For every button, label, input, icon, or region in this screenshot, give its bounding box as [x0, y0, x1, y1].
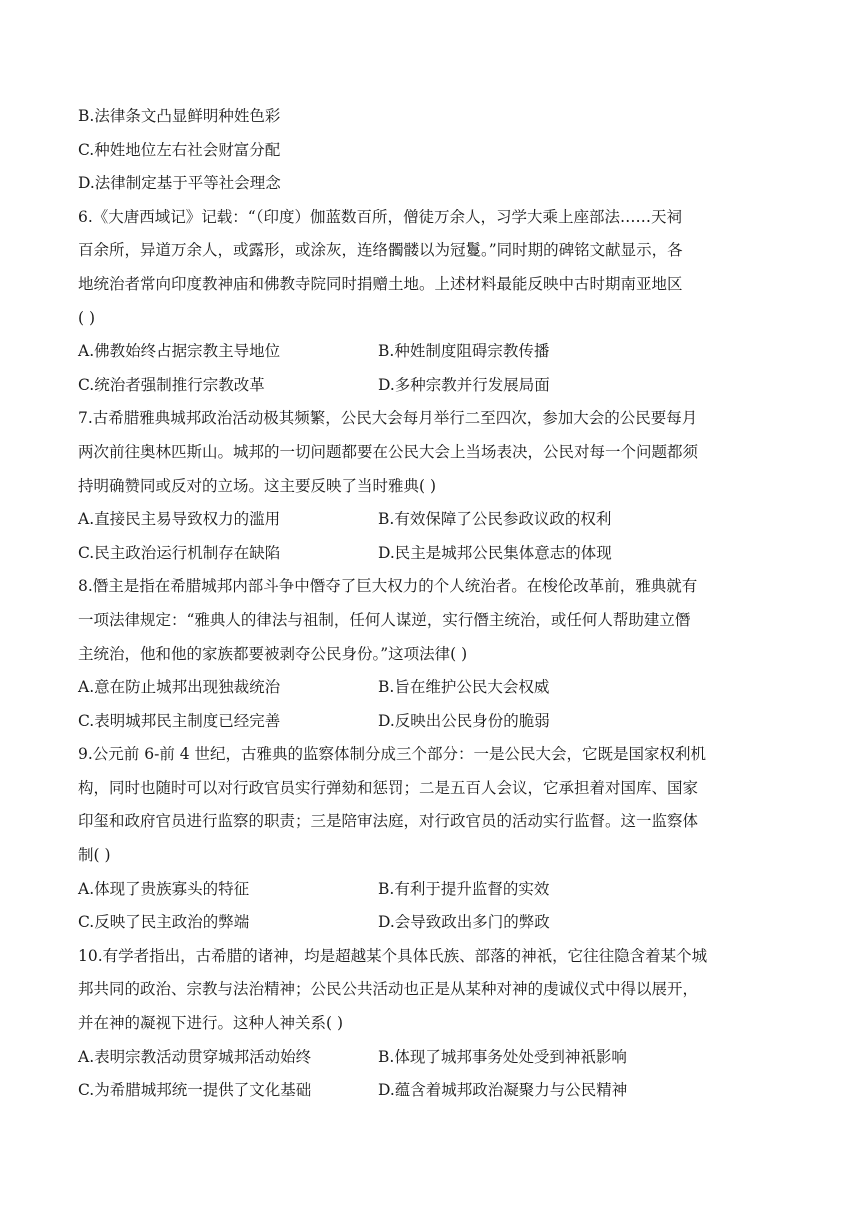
- question-8: [78, 570, 790, 738]
- option-10-d: D.蕴含着城邦政治凝聚力与公民精神: [378, 1081, 628, 1100]
- question-9-options-row-2: [78, 906, 790, 940]
- question-10-stem-line: 并在神的凝视下进行。这种人神关系( ): [78, 1014, 344, 1033]
- question-8-stem-line: 8.僭主是指在希腊城邦内部斗争中僭夺了巨大权力的个人统治者。在梭伦改革前，雅典就有: [78, 577, 698, 596]
- option-8-d: D.反映出公民身份的脆弱: [378, 711, 550, 730]
- option-7-a: A.直接民主易导致权力的滥用: [78, 510, 281, 529]
- option-6-a: A.佛教始终占据宗教主导地位: [78, 342, 281, 361]
- option-8-c: C.表明城邦民主制度已经完善: [78, 711, 281, 730]
- question-5-options: [78, 100, 790, 201]
- option-6-c: C.统治者强制推行宗教改革: [78, 375, 265, 394]
- option-9-b: B.有利于提升监督的实效: [378, 879, 550, 898]
- option-8-a: A.意在防止城邦出现独裁统治: [78, 678, 281, 697]
- question-9-stem-line: 印玺和政府官员进行监察的职责；三是陪审法庭，对行政官员的活动实行监督。这一监察体: [78, 812, 699, 831]
- option-6-b: B.种姓制度阻碍宗教传播: [378, 342, 550, 361]
- question-6-stem-line: 百余所，异道万余人，或露形，或涂灰，连络髑髅以为冠鬘。”同时期的碑铭文献显示，各: [78, 241, 683, 260]
- question-9-stem-line: 构，同时也随时可以对行政官员实行弹劾和惩罚；二是五百人会议，它承担着对国库、国家: [78, 778, 699, 797]
- question-10-stem-line: 10.有学者指出，古希腊的诸神，均是超越某个具体氏族、部落的神祇，它往往隐含着某个城: [78, 946, 708, 965]
- question-8-options-row-1: [78, 671, 790, 705]
- question-7-stem-line: 7.古希腊雅典城邦政治活动极其频繁，公民大会每月举行二至四次，参加大会的公民要每月: [78, 409, 698, 428]
- question-8-stem-line: 主统治，他和他的家族都要被剥夺公民身份。”这项法律( ): [78, 644, 468, 663]
- question-6-options-row-1: [78, 335, 790, 369]
- question-7: [78, 402, 790, 570]
- option-9-a: A.体现了贵族寡头的特征: [78, 879, 250, 898]
- option-9-d: D.会导致政出多门的弊政: [378, 913, 550, 932]
- question-7-stem-line: 两次前往奥林匹斯山。城邦的一切问题都要在公民大会上当场表决，公民对每一个问题都须: [78, 442, 699, 461]
- option-5-d: D.法律制定基于平等社会理念: [78, 174, 281, 193]
- option-9-c: C.反映了民主政治的弊端: [78, 913, 250, 932]
- question-8-stem-line: 一项法律规定：“雅典人的律法与祖制，任何人谋逆，实行僭主统治，或任何人帮助建立僭: [78, 610, 691, 629]
- question-7-options-row-2: [78, 537, 790, 571]
- question-10-options-row-1: [78, 1041, 790, 1075]
- option-10-c: C.为希腊城邦统一提供了文化基础: [78, 1081, 312, 1100]
- question-9: [78, 738, 790, 940]
- question-6-stem-line: 6.《大唐西域记》记载：“（印度）伽蓝数百所，僧徒万余人，习学大乘上座部法……天祠: [78, 207, 682, 226]
- question-10-options-row-2: [78, 1074, 790, 1108]
- question-6: [78, 201, 790, 403]
- option-6-d: D.多种宗教并行发展局面: [378, 375, 550, 394]
- option-10-b: B.体现了城邦事务处处受到神祇影响: [378, 1047, 627, 1066]
- option-10-a: A.表明宗教活动贯穿城邦活动始终: [78, 1047, 312, 1066]
- question-7-options-row-1: [78, 503, 790, 537]
- option-7-d: D.民主是城邦公民集体意志的体现: [378, 543, 612, 562]
- option-7-b: B.有效保障了公民参政议政的权利: [378, 510, 612, 529]
- option-5-c: C.种姓地位左右社会财富分配: [78, 140, 281, 159]
- question-10: [78, 940, 790, 1108]
- question-6-options-row-2: [78, 369, 790, 403]
- option-5-b: B.法律条文凸显鲜明种姓色彩: [78, 107, 281, 125]
- question-6-answer-blank: ( ): [78, 308, 96, 327]
- question-8-options-row-2: [78, 705, 790, 739]
- question-10-stem-line: 邦共同的政治、宗教与法治精神；公民公共活动也正是从某种对神的虔诚仪式中得以展开，: [78, 980, 699, 999]
- question-9-options-row-1: [78, 873, 790, 907]
- question-7-stem-line: 持明确赞同或反对的立场。这主要反映了当时雅典( ): [78, 476, 437, 495]
- option-8-b: B.旨在维护公民大会权威: [378, 678, 550, 697]
- exam-page: [78, 100, 790, 1108]
- question-9-stem-line: 9.公元前 6-前 4 世纪，古雅典的监察体制分成三个部分：一是公民大会，它既是国家权利机: [78, 745, 707, 764]
- option-7-c: C.民主政治运行机制存在缺陷: [78, 543, 281, 562]
- question-6-stem-line: 地统治者常向印度教神庙和佛教寺院同时捐赠土地。上述材料最能反映中古时期南亚地区: [78, 274, 683, 293]
- question-9-stem-line: 制( ): [78, 846, 111, 865]
